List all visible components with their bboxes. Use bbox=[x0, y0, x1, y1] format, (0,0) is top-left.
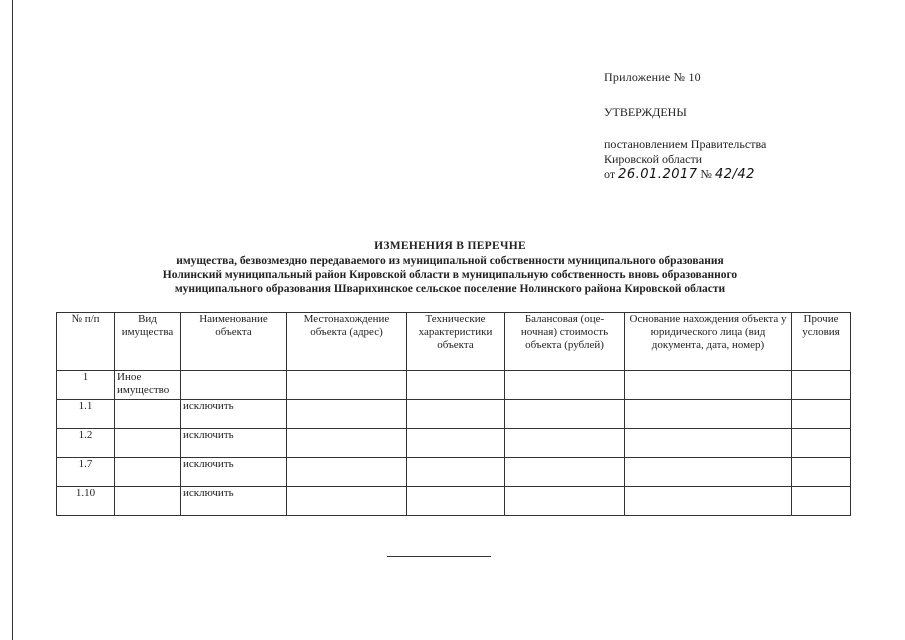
row-number: 1.2 bbox=[57, 429, 115, 458]
number-prefix: № bbox=[700, 167, 712, 181]
table-row bbox=[57, 371, 851, 400]
table-header-row bbox=[57, 313, 851, 371]
decree-date-line bbox=[604, 167, 766, 182]
heading-line-2: Нолинский муниципальный район Кировской области в муниципальную собственность вновь образованного bbox=[162, 269, 738, 281]
row-basis bbox=[625, 458, 792, 487]
row-number: 1.7 bbox=[57, 458, 115, 487]
row-other bbox=[792, 400, 851, 429]
row-number: 1.10 bbox=[57, 487, 115, 516]
column-header-name: Наименование объекта bbox=[181, 313, 287, 371]
row-value bbox=[505, 371, 625, 400]
row-basis bbox=[625, 371, 792, 400]
row-basis bbox=[625, 429, 792, 458]
scan-edge-line bbox=[12, 0, 13, 640]
row-number: 1 bbox=[57, 371, 115, 400]
table-row bbox=[57, 458, 851, 487]
row-value bbox=[505, 487, 625, 516]
row-value bbox=[505, 458, 625, 487]
row-characteristics bbox=[407, 429, 505, 458]
handwritten-date: 26.01.2017 bbox=[618, 167, 698, 182]
column-header-basis: Основание нахождения объекта у юридического лица (вид документа, дата, номер) bbox=[625, 313, 792, 371]
column-header-number: № п/п bbox=[57, 313, 115, 371]
table-row bbox=[57, 487, 851, 516]
row-kind bbox=[115, 458, 181, 487]
row-name: исключить bbox=[181, 458, 287, 487]
row-name: исключить bbox=[181, 400, 287, 429]
heading-line-3: муниципального образования Шварихинское сельское поселение Нолинского района Кировской области bbox=[174, 283, 726, 295]
row-characteristics bbox=[407, 400, 505, 429]
row-basis bbox=[625, 400, 792, 429]
row-characteristics bbox=[407, 371, 505, 400]
row-characteristics bbox=[407, 487, 505, 516]
column-header-value: Балансовая (оце- ночная) стоимость объекта (рублей) bbox=[505, 313, 625, 371]
row-value bbox=[505, 400, 625, 429]
row-kind bbox=[115, 429, 181, 458]
row-location bbox=[287, 429, 407, 458]
row-location bbox=[287, 371, 407, 400]
column-header-location: Местонахождение объекта (адрес) bbox=[287, 313, 407, 371]
closing-divider-line bbox=[387, 556, 491, 557]
row-name: исключить bbox=[181, 429, 287, 458]
row-location bbox=[287, 458, 407, 487]
row-name: исключить bbox=[181, 487, 287, 516]
row-other bbox=[792, 487, 851, 516]
document-heading bbox=[130, 239, 770, 296]
approval-block bbox=[604, 70, 766, 182]
row-value bbox=[505, 429, 625, 458]
row-number: 1.1 bbox=[57, 400, 115, 429]
heading-title: ИЗМЕНЕНИЯ В ПЕРЕЧНЕ bbox=[374, 240, 526, 252]
decree-line-1: постановлением Правительства bbox=[604, 137, 767, 151]
row-other bbox=[792, 371, 851, 400]
approved-label: УТВЕРЖДЕНЫ bbox=[604, 105, 687, 119]
property-changes-table bbox=[56, 312, 851, 516]
date-prefix: от bbox=[604, 167, 616, 181]
row-location bbox=[287, 400, 407, 429]
decree-line-2: Кировской области bbox=[604, 152, 703, 166]
row-kind bbox=[115, 487, 181, 516]
handwritten-number: 42/42 bbox=[714, 167, 755, 182]
row-name bbox=[181, 371, 287, 400]
row-other bbox=[792, 429, 851, 458]
column-header-other: Прочие условия bbox=[792, 313, 851, 371]
row-basis bbox=[625, 487, 792, 516]
row-kind bbox=[115, 400, 181, 429]
table-row bbox=[57, 429, 851, 458]
table-row bbox=[57, 400, 851, 429]
row-location bbox=[287, 487, 407, 516]
heading-line-1: имущества, безвозмездно передаваемого из муниципальной собственности муниципального образования bbox=[176, 255, 724, 267]
row-characteristics bbox=[407, 458, 505, 487]
column-header-characteristics: Технические характеристики объекта bbox=[407, 313, 505, 371]
column-header-kind: Вид имущества bbox=[115, 313, 181, 371]
row-other bbox=[792, 458, 851, 487]
appendix-number: Приложение № 10 bbox=[604, 70, 701, 84]
row-kind: Иное имущество bbox=[115, 371, 181, 400]
